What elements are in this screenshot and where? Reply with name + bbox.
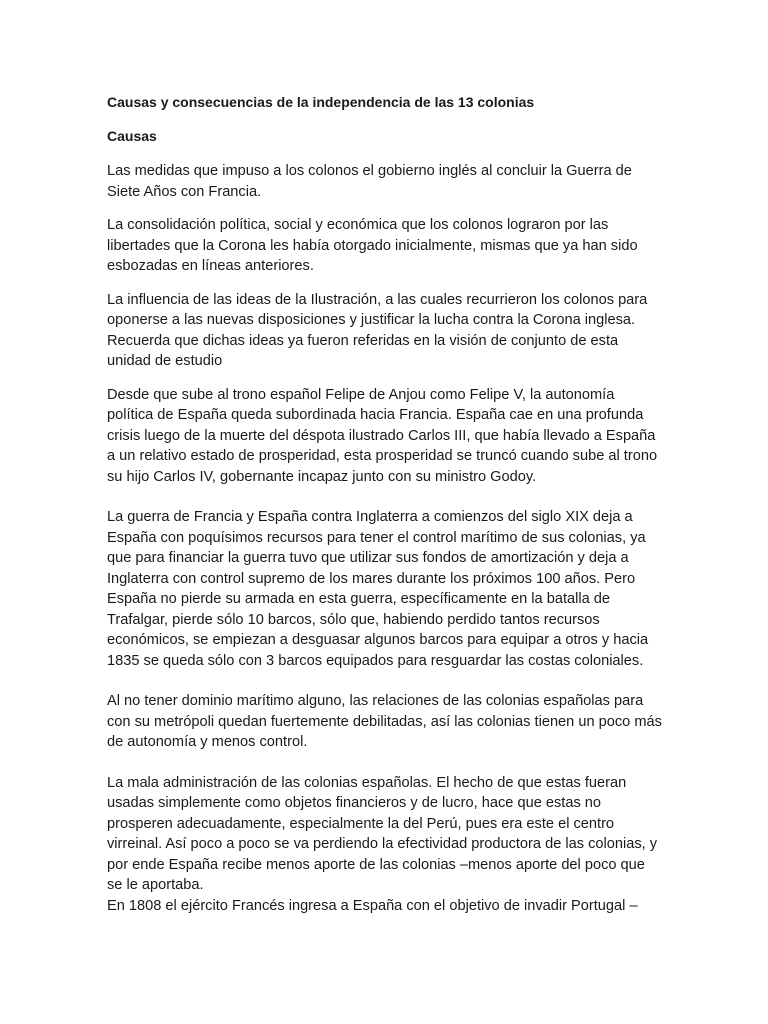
paragraph-8: En 1808 el ejército Francés ingresa a España con el objetivo de invadir Portugal – [107, 897, 638, 914]
paragraph-4: Desde que sube al trono español Felipe de Anjou como Felipe V, la autonomía política de España queda subordinada hacia Francia. España cae en una profunda crisis luego de la muerte del déspota ilustrado Carlos III, que había llevado a España a un relativo estado de prosperidad, esta prosperidad se truncó cuando sube al trono su hijo Carlos IV, gobernante incapaz junto con su ministro Godoy. [107, 386, 658, 485]
document-title: Causas y consecuencias de la independencia de las 13 colonias [107, 94, 535, 110]
paragraph-2: La consolidación política, social y económica que los colonos lograron por las libertades que la Corona les había otorgado inicialmente, mismas que ya han sido esbozadas en líneas anteriores. [107, 217, 638, 274]
paragraph-1: Las medidas que impuso a los colonos el gobierno inglés al concluir la Guerra de Siete Años con Francia. [107, 163, 632, 200]
document-page [107, 92, 663, 916]
paragraph-3: La influencia de las ideas de la Ilustración, a las cuales recurrieron los colonos para oponerse a las nuevas disposiciones y justificar la lucha contra la Corona inglesa. Recuerda que dichas ideas ya fueron referidas en la visión de conjunto de esta unidad de estudio [107, 291, 648, 369]
paragraph-5: La guerra de Francia y España contra Inglaterra a comienzos del siglo XIX deja a España con poquísimos recursos para tener el control marítimo de sus colonias, ya que para financiar la guerra tuvo que utilizar sus fondos de amortización y deja a Inglaterra con control supremo de los mares durante los próximos 100 años. Pero España no pierde su armada en esta guerra, específicamente en la batalla de Trafalgar, pierde sólo 10 barcos, sólo que, habiendo perdido tantos recursos económicos, se empiezan a desguasar algunos barcos para equipar a otros y hacia 1835 se queda sólo con 3 barcos equipados para resguardar las costas coloniales. [107, 509, 649, 669]
section-heading-causas: Causas [107, 127, 157, 144]
paragraph-7: La mala administración de las colonias españolas. El hecho de que estas fueran usadas simplemente como objetos financieros y de lucro, hace que estas no prosperen adecuadamente, especialmente la del Perú, pues era este el centro virreinal. Así poco a poco se va perdiendo la efectividad productora de las colonias, y por ende España recibe menos aporte de las colonias –menos aporte del poco que se le aportaba. [107, 774, 658, 893]
paragraph-6: Al no tener dominio marítimo alguno, las relaciones de las colonias españolas para con su metrópoli quedan fuertemente debilitadas, así las colonias tienen un poco más de autonomía y menos control. [107, 693, 662, 750]
